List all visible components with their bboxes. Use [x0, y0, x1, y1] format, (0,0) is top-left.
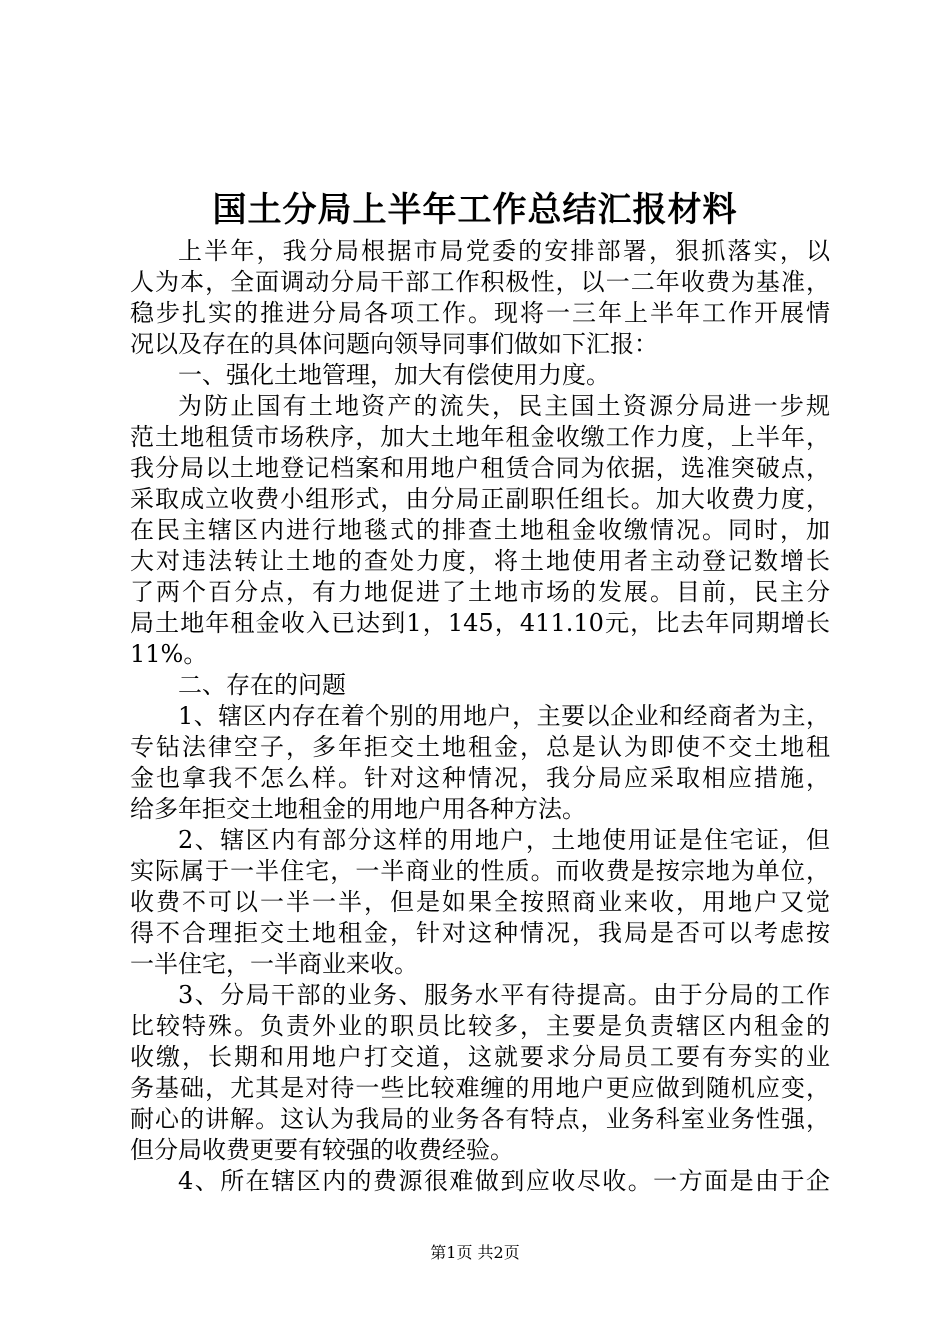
text-line: 1、辖区内存在着个别的用地户，主要以企业和经商者为主， — [178, 702, 830, 730]
text-line: 局土地年租金收入已达到1，145，411.10元，比去年同期增长 — [130, 609, 830, 637]
section-heading: 二、存在的问题 — [178, 671, 346, 699]
text-line: 实际属于一半住宅，一半商业的性质。而收费是按宗地为单位， — [130, 857, 830, 885]
text-line: 我分局以土地登记档案和用地户租赁合同为依据，选准突破点， — [130, 454, 830, 482]
document-title: 国土分局上半年工作总结汇报材料 — [212, 190, 738, 230]
text-line: 但分局收费更要有较强的收费经验。 — [130, 1136, 514, 1164]
text-line: 收缴，长期和用地户打交道，这就要求分局员工要有夯实的业 — [130, 1043, 830, 1071]
text-line: 在民主辖区内进行地毯式的排查土地租金收缴情况。同时，加 — [130, 516, 830, 544]
text-line: 上半年，我分局根据市局党委的安排部署，狠抓落实，以 — [178, 237, 830, 265]
text-line: 2、辖区内有部分这样的用地户，土地使用证是住宅证，但 — [178, 826, 830, 854]
text-line: 专钻法律空子，多年拒交土地租金，总是认为即使不交土地租 — [130, 733, 830, 761]
document-body — [130, 236, 830, 1197]
text-line: 大对违法转让土地的查处力度，将土地使用者主动登记数增长 — [130, 547, 830, 575]
text-line: 了两个百分点，有力地促进了土地市场的发展。目前，民主分 — [130, 578, 830, 606]
text-line: 耐心的讲解。这认为我局的业务各有特点，业务科室业务性强， — [130, 1105, 830, 1133]
text-line: 收费不可以一半一半，但是如果全按照商业来收，用地户又觉 — [130, 888, 830, 916]
text-line: 比较特殊。负责外业的职员比较多，主要是负责辖区内租金的 — [130, 1012, 830, 1040]
section-heading: 一、强化土地管理，加大有偿使用力度。 — [178, 361, 610, 389]
text-line: 稳步扎实的推进分局各项工作。现将一三年上半年工作开展情 — [130, 299, 830, 327]
text-line: 4、所在辖区内的费源很难做到应收尽收。一方面是由于企 — [178, 1167, 830, 1195]
text-line: 给多年拒交土地租金的用地户用各种方法。 — [130, 795, 586, 823]
text-line: 为防止国有土地资产的流失，民主国土资源分局进一步规 — [178, 392, 830, 420]
page-number-footer: 第1页 共2页 — [430, 1243, 520, 1262]
text-line: 范土地租赁市场秩序，加大土地年租金收缴工作力度，上半年， — [130, 423, 830, 451]
text-line: 采取成立收费小组形式，由分局正副职任组长。加大收费力度， — [130, 485, 830, 513]
text-line: 人为本，全面调动分局干部工作积极性，以一二年收费为基准， — [130, 268, 830, 296]
text-line: 3、分局干部的业务、服务水平有待提高。由于分局的工作 — [178, 981, 830, 1009]
text-line: 务基础，尤其是对待一些比较难缠的用地户更应做到随机应变， — [130, 1074, 830, 1102]
text-line: 得不合理拒交土地租金，针对这种情况，我局是否可以考虑按 — [130, 919, 830, 947]
text-line: 金也拿我不怎么样。针对这种情况，我分局应采取相应措施， — [130, 764, 830, 792]
text-line: 11%。 — [130, 640, 208, 668]
text-line: 况以及存在的具体问题向领导同事们做如下汇报： — [130, 330, 658, 358]
text-line: 一半住宅，一半商业来收。 — [130, 950, 418, 978]
